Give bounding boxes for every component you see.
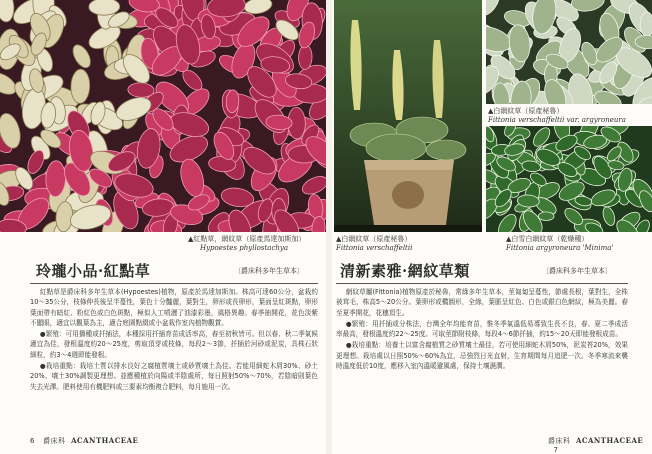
left-title-prefix: 玲瓏小品· [36, 262, 104, 280]
left-title [36, 260, 150, 282]
right-title-name: 網紋草類 [407, 262, 470, 280]
left-caption-latin: Hypoestes phyllostachya [200, 244, 289, 252]
fittonia-white-image [486, 0, 652, 104]
right-caption-1-chinese: ▲白網紋草（原產秘魯） [336, 235, 412, 243]
left-title-name: 紅點草 [103, 262, 151, 280]
right-paragraph: 網紋草屬(Fittonia)植物原產於秘魯，常綠多年生草本，莖匍匐呈蔓性，節處長根，葉對生，全株被茸毛，株高5～20公分。葉卵形或橢圓形，全緣，葉脈呈紅色、白色或銀白色網紋，極為美麗。春至夏季開花，花穗頂生。 [336, 288, 628, 317]
right-caption-2-chinese: ▲白網紋草（原產秘魯） [488, 107, 564, 115]
right-page-number: 7 [553, 446, 559, 454]
right-caption-1 [336, 235, 412, 253]
left-paragraph: ●繁殖：可用播種或扦插法，本種採用扦插育苗成活率高，春至初秋皆可。但以春、秋二季氣候適宜為佳，發根溫度約20～25度，剪取頂芽或枝條，每段2～3節，扦插於河砂或泥炭，具株石狀細粒，約3～4週即能發根。 [30, 330, 318, 359]
right-footer-family: 爵床科 [548, 437, 571, 445]
fittonia-minima-image [486, 126, 652, 232]
right-tag: 〔爵床科多年生草本〕 [542, 267, 612, 275]
fittonia-pot-image [334, 0, 482, 232]
photo-fittonia-pot [334, 0, 482, 232]
photo-fittonia-minima [486, 126, 652, 232]
right-footer-family-latin: ACANTHACEAE [575, 436, 644, 445]
right-paragraph: ●繁殖：用扦插或分株法，台灣全年均能育苗，惟冬季氣溫低易導致生長不良，春、夏二季成活率最高，發根溫度約22～25度。可取莖節附枝條，每段4～6節扦插，約15～20天即能發根成苗。 [336, 319, 628, 339]
photo-hypoestes [0, 0, 326, 232]
right-caption-3-latin: Fittonia argyroneura 'Minima' [506, 244, 614, 252]
right-caption-3 [506, 235, 613, 253]
right-caption-1-latin: Fittonia verschaffeltii [336, 244, 413, 252]
left-footer-family-latin: ACANTHACEAE [71, 436, 139, 445]
left-tag: 〔爵床科多年生草本〕 [234, 267, 304, 275]
right-title [340, 260, 470, 282]
left-paragraph: 紅點草是爵床科多年生草本(Hypoestes)植物，原產於馬達加斯加。株高可達60公分，盆栽約10～35公分，枝條伸長後呈半蔓性，葉色十分豔麗，葉對生，卵形或長卵形，葉面呈紅斑點，卵形葉面帶有暗紅、粉紅色或白色斑點，極似人工噴灑了油漆彩墨，風格異趣。春季抽開花，花色淡紫不顯眼，適宜以觀葉為主，適合庭園點綴或小盆栽作室內植物觀賞。 [30, 288, 318, 327]
left-page-number: 6 [30, 437, 35, 445]
right-paragraph: ●栽培重點：培養土以富含腐植質之砂質壤土最佳，若可使用細蛇木屑50%，泥炭苔20%，效果更理想。栽培處以日照50%～60%為宜，忌強烈日光直射，生育期間每月追肥一次。冬季寒流來襲時溫度低於10度，應移入室內溫暖避風處，保持土壤濕潤。 [336, 341, 628, 371]
right-title-prefix: 清新素雅· [340, 262, 408, 280]
left-caption [188, 235, 305, 253]
right-body [336, 287, 628, 372]
right-title-rule [336, 283, 628, 284]
left-caption-chinese: ▲紅點草，網紋草（原產馬達加斯加） [188, 235, 306, 243]
right-caption-3-chinese: ▲白雪白網紋草（乾燥種） [506, 235, 589, 243]
left-paragraph: ●栽培重點：栽培土質以排水良好之腐植質壤土或砂質壤土為佳。若能用細蛇木屑30%、砂土20%、壤土30%調製更理想。並應種植於向陽或半陰處所，每日照射50%～70%，若陰暗則葉色失去光澤。肥料使用有機肥料或三要素均衡複合肥料，每月施用一次。 [30, 362, 318, 391]
hypoestes-leaves-image [0, 0, 326, 232]
leaf-shape [538, 212, 554, 221]
left-title-rule [30, 283, 318, 284]
left-footer-family: 爵床科 [43, 437, 66, 445]
left-body [30, 287, 318, 393]
right-caption-2 [488, 107, 626, 125]
photo-fittonia-white [486, 0, 652, 104]
right-caption-2-latin: Fittonia verschaffeltii var. argyroneura [488, 116, 626, 124]
left-footer [30, 436, 138, 446]
right-footer [548, 436, 652, 454]
page-gutter [326, 0, 332, 454]
